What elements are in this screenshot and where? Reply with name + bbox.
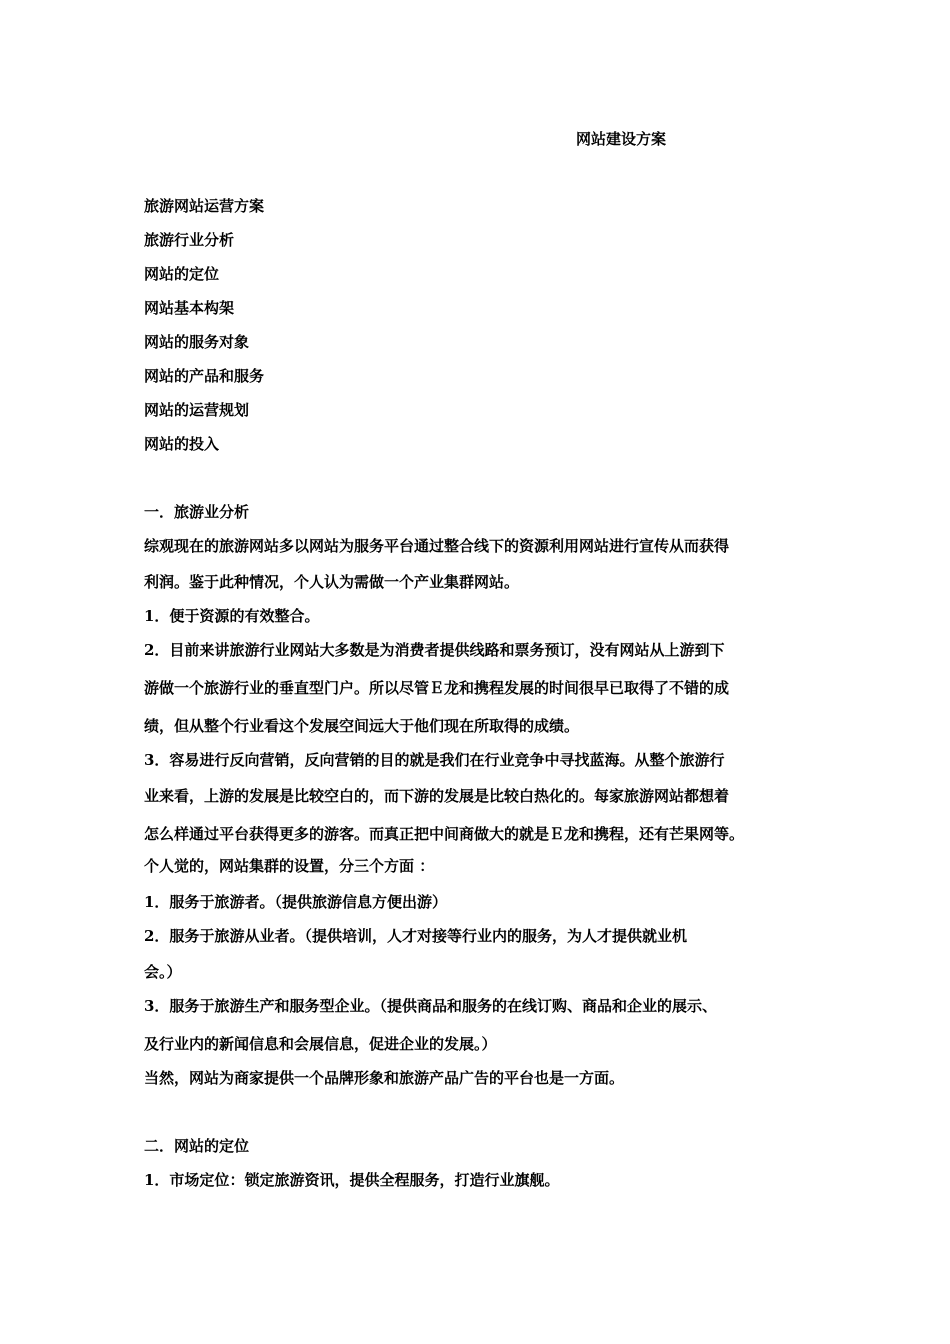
paragraph-line: 综观现在的旅游网站多以网站为服务平台通过整合线下的资源利用网站进行宣传从而获得: [144, 537, 730, 555]
paragraph-line: 会。）: [144, 963, 182, 981]
paragraph-line: 2．目前来讲旅游行业网站大多数是为消费者提供线路和票务预订，没有网站从上游到下: [144, 641, 725, 659]
toc-item: 网站的投入: [144, 435, 220, 453]
section-heading: 一．旅游业分析: [144, 503, 250, 521]
paragraph-line: 当然，网站为商家提供一个品牌形象和旅游产品广告的平台也是一方面。: [144, 1069, 625, 1087]
toc-item: 网站的服务对象: [144, 333, 250, 351]
paragraph-line: 怎么样通过平台获得更多的游客。而真正把中间商做大的就是Ｅ龙和携程，还有芒果网等。: [144, 825, 745, 843]
paragraph-line: 3．服务于旅游生产和服务型企业。（提供商品和服务的在线订购、商品和企业的展示、: [144, 997, 717, 1015]
paragraph-line: 1．市场定位：锁定旅游资讯，提供全程服务，打造行业旗舰。: [144, 1171, 560, 1189]
paragraph-line: 1．服务于旅游者。（提供旅游信息方便出游）: [144, 893, 447, 911]
toc-item: 网站的定位: [144, 265, 220, 283]
paragraph-line: 3．容易进行反向营销，反向营销的目的就是我们在行业竞争中寻找蓝海。从整个旅游行: [144, 751, 725, 769]
paragraph-line: 个人觉的，网站集群的设置，分三个方面 ：: [144, 857, 435, 875]
paragraph-line: 绩，但从整个行业看这个发展空间远大于他们现在所取得的成绩。: [144, 717, 580, 735]
paragraph-line: 业来看，上游的发展是比较空白的，而下游的发展是比较白热化的。每家旅游网站都想着: [144, 787, 730, 805]
toc-item: 旅游网站运营方案: [144, 197, 265, 215]
paragraph-line: 2．服务于旅游从业者。（提供培训，人才对接等行业内的服务，为人才提供就业机: [144, 927, 687, 945]
paragraph-line: 游做一个旅游行业的垂直型门户。所以尽管Ｅ龙和携程发展的时间很早已取得了不错的成: [144, 679, 730, 697]
document-title: 网站建设方案: [576, 130, 667, 148]
toc-item: 旅游行业分析: [144, 231, 235, 249]
toc-item: 网站基本构架: [144, 299, 235, 317]
section-heading: 二．网站的定位: [144, 1137, 250, 1155]
paragraph-line: 1．便于资源的有效整合。: [144, 607, 320, 625]
toc-item: 网站的产品和服务: [144, 367, 265, 385]
paragraph-line: 利润。鉴于此种情况，个人认为需做一个产业集群网站。: [144, 573, 520, 591]
toc-item: 网站的运营规划: [144, 401, 250, 419]
paragraph-line: 及行业内的新闻信息和会展信息，促进企业的发展。）: [144, 1035, 497, 1053]
